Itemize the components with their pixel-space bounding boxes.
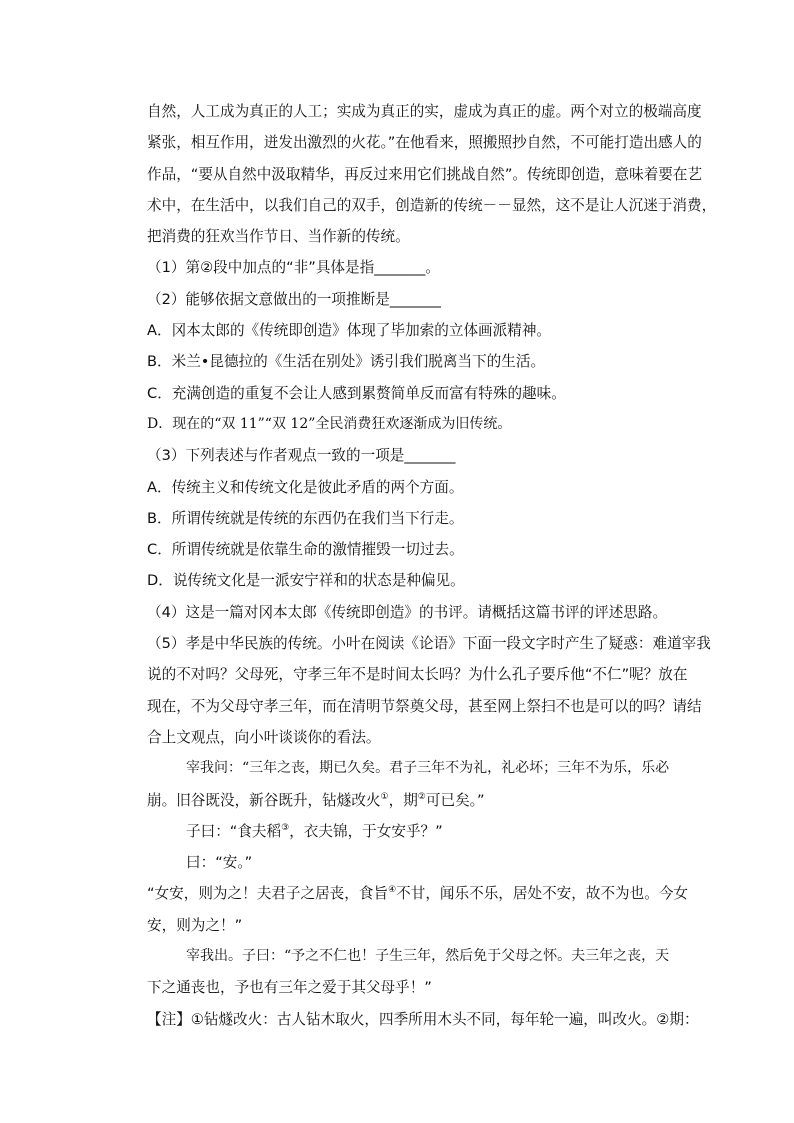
passage-text [147,96,717,252]
excerpt-line [147,878,689,909]
option-a: A．冈本太郎的《传统即创造》体现了毕加索的立体画派精神。 [147,322,552,340]
excerpt-line: 宰我问：“三年之丧，期已久矣。君子三年不为礼，礼必坏；三年不为乐，乐必 [186,760,670,777]
question-stem: （3）下列表述与作者观点一致的一项是_______ [147,447,456,465]
excerpt-line: 下之通丧也，予也有三年之爱于其父母乎！” [147,979,432,997]
passage-line: 术中，在生活中，以我们自己的双手，创造新的传统－－显然，这不是让人沉迷于消费， [147,196,717,214]
passage-line: 自然，人工成为真正的人工；实成为真正的实，虚成为真正的虚。两个对立的极端高度 [147,103,702,120]
excerpt-line [147,785,682,816]
option-a: A．传统主义和传统文化是彼此矛盾的两个方面。 [147,478,464,496]
question-3 [147,440,682,596]
document-page [147,96,717,1035]
question-4: （4）这是一篇对冈本太郎《传统即创造》的书评。请概括这篇书评的评述思路。 [147,603,668,621]
footnote: 【注】①钻燧改火：古人钻木取火，四季所用木头不同，每年轮一遍，叫改火。②期： [147,1010,699,1028]
option-d: D．现在的“双 11”“双 12”全民消费狂欢逐渐成为旧传统。 [147,415,512,432]
excerpt-text: ，衣夫锦，于女安乎？” [289,822,443,840]
footnote-marker: ① [380,791,389,802]
footnote-marker: ③ [281,822,290,833]
excerpt-text: 子曰：“食夫稻 [186,822,282,840]
option-b: B．米兰•昆德拉的《生活在别处》诱引我们脱离当下的生活。 [147,353,546,371]
passage-line: 作品，“要从自然中汲取精华，再反过来用它们挑战自然”。传统即创造，意味着要在艺 [147,165,703,183]
passage-line: 把消费的狂欢当作节日、当作新的传统。 [147,228,410,246]
question-line: 说的不对吗？父母死，守孝三年不是时间太长吗？为什么孔子要斥他“不仁”呢？放在 [147,666,688,684]
option-c: C．所谓传统就是依靠生命的激情摧毁一切过去。 [147,541,464,559]
excerpt-line: 安，则为之！” [147,916,243,934]
question-stem: （2）能够依据文意做出的一项推断是_______ [147,290,441,308]
question-line: 现在，不为父母守孝三年，而在清明节祭奠父母，甚至网上祭扫不也是可以的吗？请结 [147,697,702,715]
excerpt-line: 宰我出。子曰：“予之不仁也！子生三年，然后免于父母之怀。夫三年之丧，天 [186,948,670,965]
question-line: （5）孝是中华民族的传统。小叶在阅读《论语》下面一段文字时产生了疑惑：难道宰我 [147,635,711,653]
question-1: （1）第②段中加点的“非”具体是指_______。 [147,259,440,277]
lunyu-excerpt [147,753,689,1003]
excerpt-text: 不甘，闻乐不乐，居处不安，故不为也。今女 [396,885,689,903]
excerpt-text: 崩。旧谷既没，新谷既升，钻燧改火 [147,791,381,809]
passage-line: 紧张，相互作用，迸发出激烈的火花。”在他看来，照搬照抄自然，不可能打造出感人的 [147,134,702,152]
option-b: B．所谓传统就是传统的东西仍在我们当下行走。 [147,509,464,527]
excerpt-text: ，期 [388,791,418,809]
footnote-marker: ④ [388,885,397,896]
option-c: C．充满创造的重复不会让人感到累赘简单反而富有特殊的趣味。 [147,384,566,402]
question-2 [147,284,682,440]
question-5 [147,628,711,753]
excerpt-text: 可已矣。” [425,791,485,809]
excerpt-line: 曰：“安。” [186,854,253,872]
option-d: D．说传统文化是一派安宁祥和的状态是种偏见。 [147,572,465,590]
question-line: 合上文观点，向小叶谈谈你的看法。 [147,728,381,746]
footnote-marker: ② [417,791,426,802]
excerpt-text: “女安，则为之！夫君子之居丧，食旨 [147,885,389,903]
excerpt-line [147,816,682,847]
